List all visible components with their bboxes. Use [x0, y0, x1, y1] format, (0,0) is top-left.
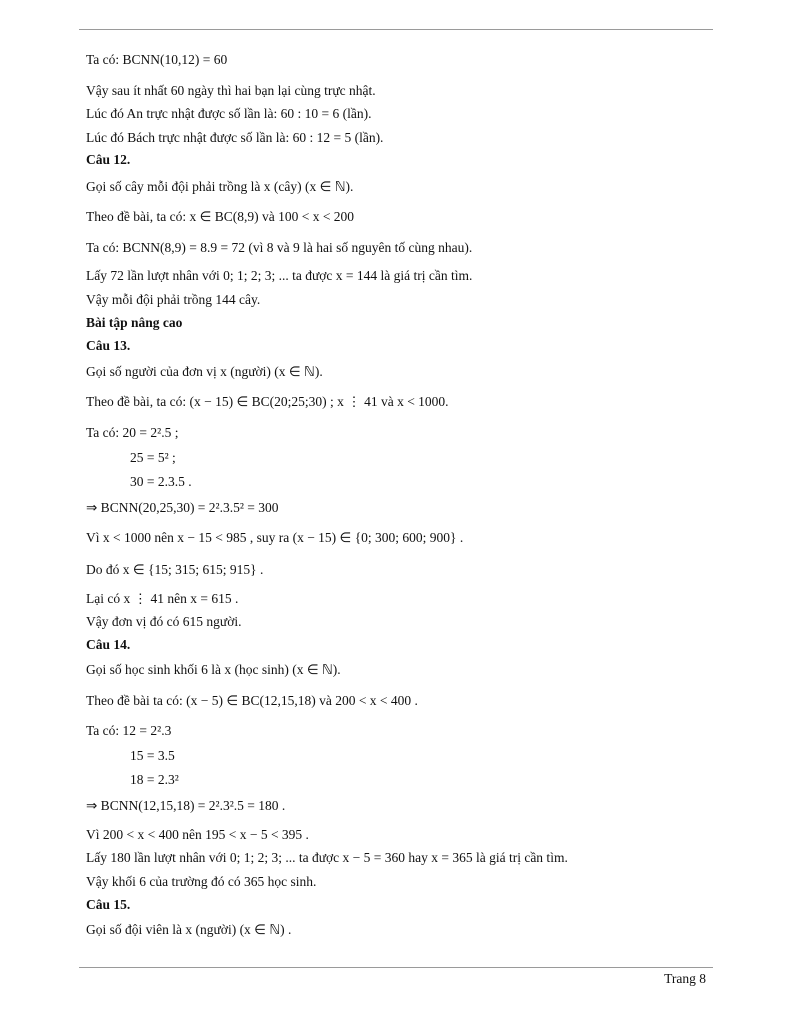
text-line: Vậy sau ít nhất 60 ngày thì hai bạn lại cùng trực nhật.	[86, 83, 376, 98]
text-line: Ta có: 12 = 2².3	[86, 723, 172, 738]
section-heading: Câu 14.	[86, 637, 131, 652]
text-line: Vì 200 < x < 400 nên 195 < x − 5 < 395 .	[86, 827, 309, 842]
text-line: 25 = 5² ;	[130, 450, 176, 465]
text-line: Theo đề bài, ta có: (x − 15) ∈ BC(20;25;30) ; x ⋮ 41 và x < 1000.	[86, 394, 449, 409]
text-line: Vậy khối 6 của trường đó có 365 học sinh.	[86, 874, 317, 889]
text-line: Lúc đó Bách trực nhật được số lần là: 60 : 12 = 5 (lần).	[86, 130, 384, 145]
text-line: Do đó x ∈ {15; 315; 615; 915} .	[86, 562, 264, 577]
section-heading: Câu 13.	[86, 338, 131, 353]
text-line: ⇒ BCNN(12,15,18) = 2².3².5 = 180 .	[86, 798, 286, 813]
text-line: 15 = 3.5	[130, 748, 175, 763]
section-heading: Câu 15.	[86, 897, 131, 912]
text-line: Vì x < 1000 nên x − 15 < 985 , suy ra (x − 15) ∈ {0; 300; 600; 900} .	[86, 530, 464, 545]
text-line: Lại có x ⋮ 41 nên x = 615 .	[86, 591, 239, 606]
text-line: Ta có: 20 = 2².5 ;	[86, 425, 179, 440]
text-line: Ta có: BCNN(10,12) = 60	[86, 52, 228, 67]
section-heading: Câu 12.	[86, 152, 131, 167]
text-line: 18 = 2.3²	[130, 772, 179, 787]
header-rule	[79, 29, 713, 30]
text-line: 30 = 2.3.5 .	[130, 474, 192, 489]
text-line: Vậy mỗi đội phải trồng 144 cây.	[86, 292, 261, 307]
text-line: Gọi số cây mỗi đội phải trồng là x (cây) (x ∈ ℕ).	[86, 179, 354, 194]
text-line: Theo đề bài ta có: (x − 5) ∈ BC(12,15,18) và 200 < x < 400 .	[86, 693, 418, 708]
section-heading: Bài tập nâng cao	[86, 315, 183, 330]
text-line: Gọi số người của đơn vị x (người) (x ∈ ℕ).	[86, 364, 323, 379]
text-line: ⇒ BCNN(20,25,30) = 2².3.5² = 300	[86, 500, 279, 515]
text-line: Gọi số học sinh khối 6 là x (học sinh) (x ∈ ℕ).	[86, 662, 341, 677]
text-line: Lấy 72 lần lượt nhân với 0; 1; 2; 3; ... ta được x = 144 là giá trị cần tìm.	[86, 268, 473, 283]
text-line: Ta có: BCNN(8,9) = 8.9 = 72 (vì 8 và 9 là hai số nguyên tố cùng nhau).	[86, 240, 473, 255]
text-line: Theo đề bài, ta có: x ∈ BC(8,9) và 100 < x < 200	[86, 209, 355, 224]
page-number: Trang 8	[664, 971, 706, 986]
text-line: Gọi số đội viên là x (người) (x ∈ ℕ) .	[86, 922, 292, 937]
text-line: Lúc đó An trực nhật được số lần là: 60 : 10 = 6 (lần).	[86, 106, 372, 121]
footer-rule	[79, 967, 713, 968]
text-line: Lấy 180 lần lượt nhân với 0; 1; 2; 3; ... ta được x − 5 = 360 hay x = 365 là giá trị cần tìm.	[86, 850, 568, 865]
text-line: Vậy đơn vị đó có 615 người.	[86, 614, 242, 629]
